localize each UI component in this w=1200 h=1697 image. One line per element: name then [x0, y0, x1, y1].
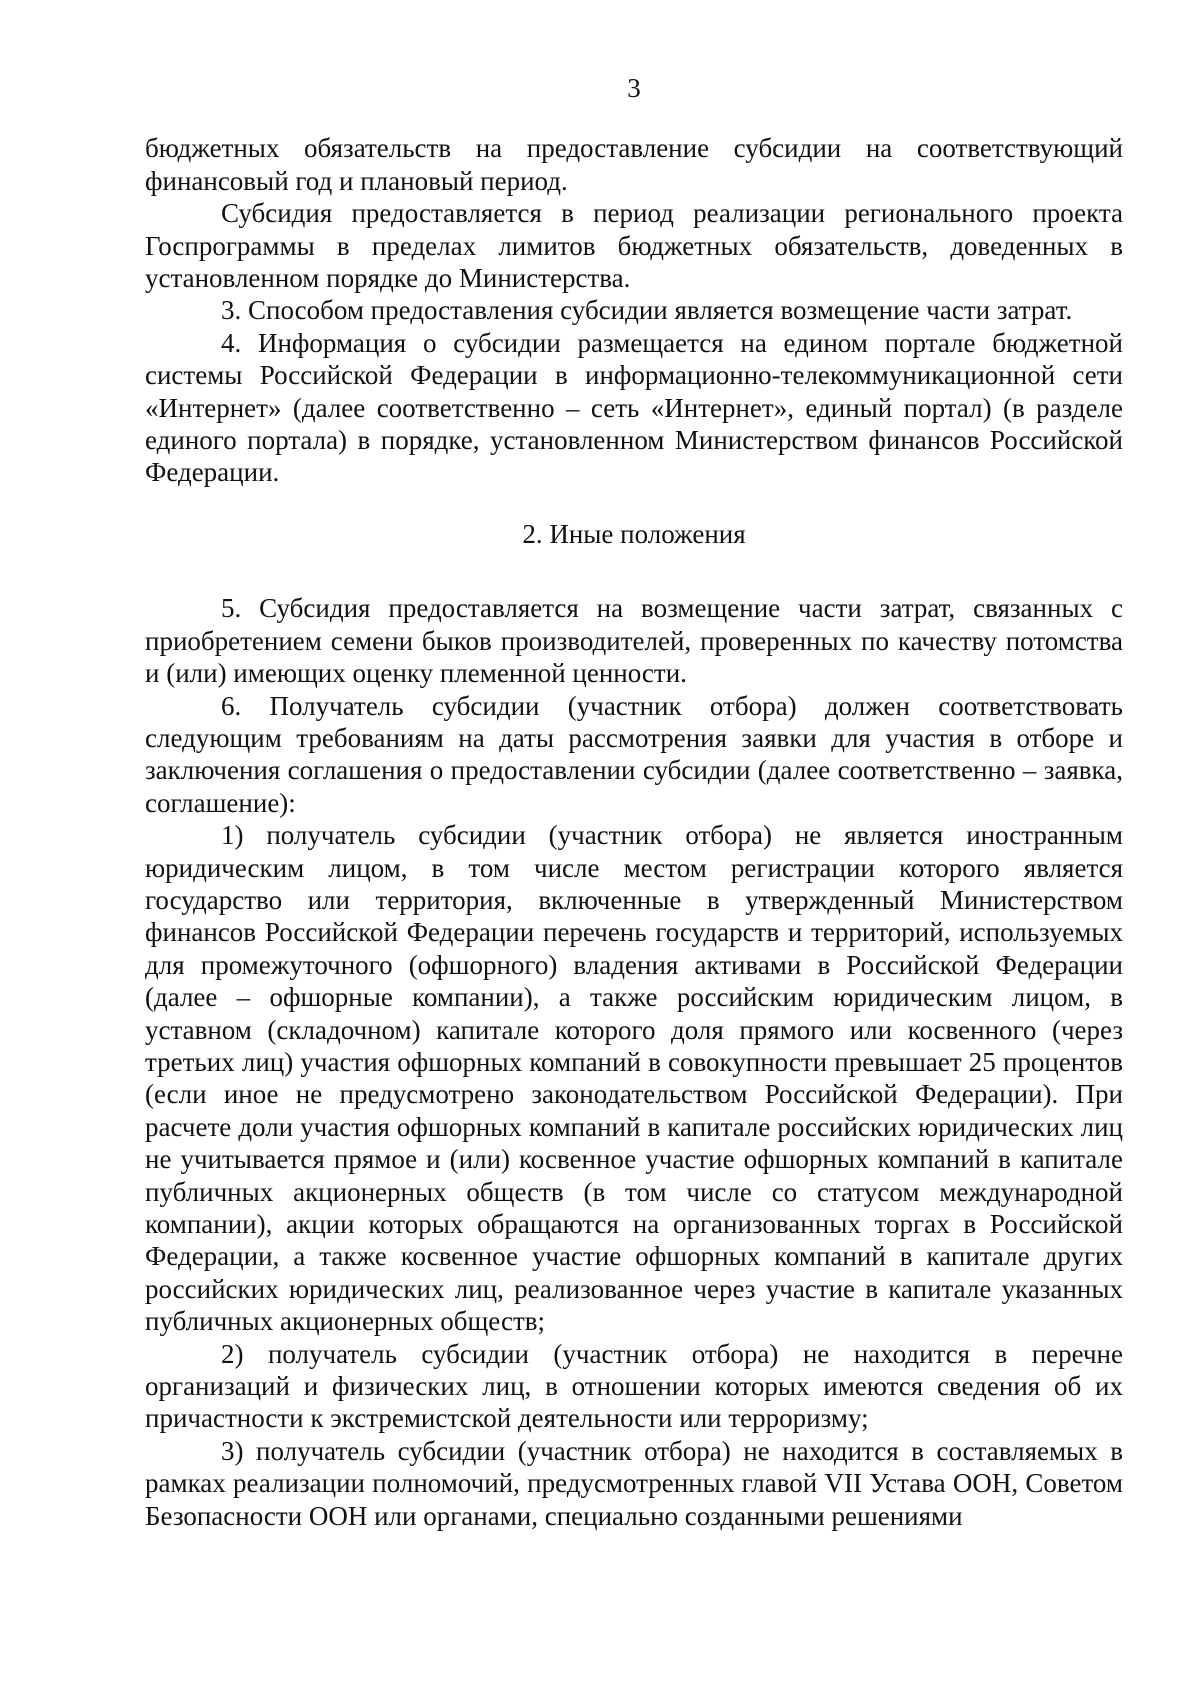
- paragraph-subsidy-period: Субсидия предоставляется в период реализации регионального проекта Госпрограммы в пределах лимитов бюджетных обязательств, доведенных в установленном порядке до Министерства.: [145, 198, 1123, 294]
- paragraph-subitem-3: 3) получатель субсидии (участник отбора) не находится в составляемых в рамках реализации полномочий, предусмотренных главой VII Устава ООН, Советом Безопасности ООН или органами, специально созданными решениями: [145, 1435, 1123, 1531]
- paragraph-item-5: 5. Субсидия предоставляется на возмещение части затрат, связанных с приобретением семени быков производителей, проверенных по качеству потомства и (или) имеющих оценку племенной ценности.: [145, 593, 1123, 689]
- paragraph-subitem-1: 1) получатель субсидии (участник отбора) не является иностранным юридическим лицом, в том числе местом регистрации которого является государство или территория, включенные в утвержденный Министерством финансов Российской Федерации перечень государств и территорий, используемых для промежуточного (офшорного) владения активами в Российской Федерации (далее – офшорные компании), а также российским юридическим лицом, в уставном (складочном) капитале которого доля прямого или косвенного (через третьих лиц) участия офшорных компаний в совокупности превышает 25 процентов (если иное не предусмотрено законодательством Российской Федерации). При расчете доли участия офшорных компаний в капитале российских юридических лиц не учитывается прямое и (или) косвенное участие офшорных компаний в капитале публичных акционерных обществ (в том числе со статусом международной компании), акции которых обращаются на организованных торгах в Российской Федерации, а также косвенное участие офшорных компаний в капитале других российских юридических лиц, реализованное через участие в капитале указанных публичных акционерных обществ;: [145, 820, 1123, 1337]
- document-page: [145, 72, 1123, 1532]
- paragraph-budget-obligations: бюджетных обязательств на предоставление субсидии на соответствующий финансовый год и плановый период.: [145, 133, 1123, 196]
- page-number: 3: [627, 73, 641, 103]
- section-title: 2. Иные положения: [522, 518, 746, 549]
- paragraph-subitem-2: 2) получатель субсидии (участник отбора) не находится в перечне организаций и физических лиц, в отношении которых имеются сведения об их причастности к экстремистской деятельности или терроризму;: [145, 1338, 1123, 1434]
- paragraph-item-3: 3. Способом предоставления субсидии является возмещение части затрат.: [221, 295, 1073, 326]
- paragraph-item-4: 4. Информация о субсидии размещается на едином портале бюджетной системы Российской Федерации в информационно-телекоммуникационной сети «Интернет» (далее соответственно – сеть «Интернет», единый портал) (в разделе единого портала) в порядке, установленном Министерством финансов Российской Федерации.: [145, 327, 1123, 488]
- paragraph-item-6: 6. Получатель субсидии (участник отбора) должен соответствовать следующим требованиям на даты рассмотрения заявки для участия в отборе и заключения соглашения о предоставлении субсидии (далее соответственно – заявка, соглашение):: [145, 690, 1123, 818]
